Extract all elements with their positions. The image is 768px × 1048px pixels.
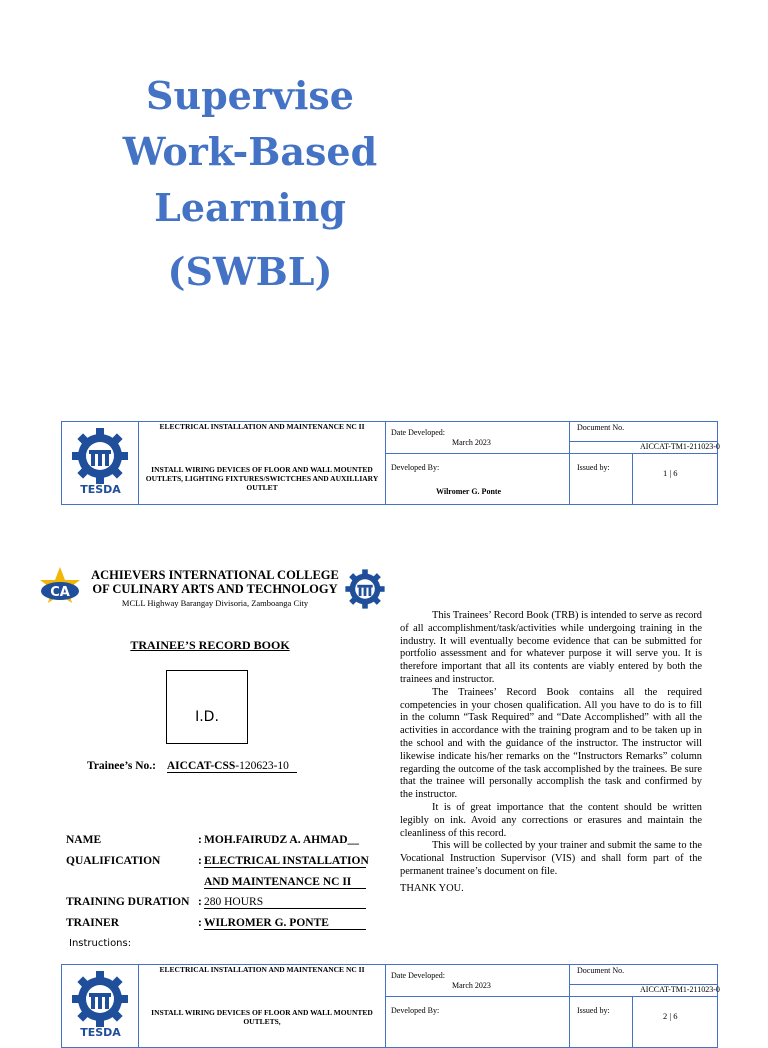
developed-by-cell [386,997,570,1047]
document-number-cell [570,965,717,985]
name-value: MOH.FAIRUDZ A. AHMAD__ [204,834,360,846]
name-colon: : [198,834,202,846]
trainer-label: TRAINER [66,917,120,929]
document-number-label: Document No. [577,966,625,975]
paragraph: It is of great importance that the content should be written legibly on ink. Avoid any corrections or erasures and maintain the cleanliness of this record. [400,801,702,839]
document-header-table [61,421,718,505]
title-line-2: Work-Based [122,129,378,174]
tesda-logo-cell [62,422,139,504]
document-title [60,68,440,300]
college-address: MCLL Highway Barangay Divisoria, Zamboanga City [121,598,309,608]
document-number-value-cell [570,442,720,454]
date-developed-value: March 2023 [452,438,491,447]
date-developed-label: Date Developed: [391,971,445,980]
issued-by-label: Issued by: [577,1006,610,1015]
date-developed-value: March 2023 [452,981,491,990]
date-developed-cell [386,422,570,454]
document-number-value-cell [570,985,720,997]
module-text: INSTALL WIRING DEVICES OF FLOOR AND WALL MOUNTED OUTLETS, [151,1008,373,1026]
instructions-body [400,610,702,896]
trainer-value: WILROMER G. PONTE [204,917,366,930]
page-number: 1 | 6 [663,468,678,478]
document-header-table-page-2 [61,964,718,1048]
tesda-small-logo-icon [344,568,386,610]
page-number: 2 | 6 [663,1011,678,1021]
paragraph: This will be collected by your trainer and submit the same to the Vocational Instruction Supervisor (VIS) and shall form part of the permanent trainee’s document on file. [400,840,702,877]
trainee-number-suffix: -120623-10 [235,760,289,772]
tesda-logo-icon [70,969,130,1029]
issued-by-cell [570,997,633,1047]
tesda-logo-text: TESDA [80,1026,121,1039]
paragraph: The Trainees’ Record Book contains all the required competencies in your chosen qualification. All you have to do is to fill in the column “Task Required” and “Date Accomplished” with all the activities in accordance with the training program and to be taken up in the school and with the guidance of the instructor. The instructor will likewise indicate his/her remarks on the “Instructors Remarks” column regarding the outcome of the task accomplished by the trainees. Be sure that the trainee will personally accomplish the task and confirmed by the instructor. [400,686,702,801]
date-developed-cell [386,965,570,997]
issued-by-cell [570,454,633,504]
training-duration-colon: : [198,896,202,908]
trainee-number-row [87,760,297,773]
trainee-number-prefix: AICCAT-CSS [166,760,236,772]
trainee-number-value [167,760,297,773]
page-number-cell [633,997,717,1047]
id-photo-box [166,670,248,744]
issued-by-label: Issued by: [577,463,610,472]
document-number-cell [570,422,717,442]
instructions-label: Instructions: [69,938,132,949]
record-book-title: TRAINEE’S RECORD BOOK [130,638,290,652]
paragraph: This Trainees’ Record Book (TRB) is intended to serve as record of all accomplishment/task/activities while undergoing training in the industry. It will eventually become evidence that can be submitted for portfolio assessment and for whatever purpose it will serve you. It is therefore important that all its contents are viably entered by both the trainees and instructor. [400,610,702,685]
tesda-logo-text: TESDA [80,483,121,496]
document-number-label: Document No. [577,423,625,432]
id-label: I.D. [195,709,219,725]
trainee-number-label: Trainee’s No.: [87,760,156,772]
developed-by-label: Developed By: [391,463,440,472]
trainer-colon: : [198,917,202,929]
title-line-1: Supervise [146,73,354,118]
qualification-colon: : [198,855,202,867]
tesda-logo-cell [62,965,139,1047]
qualification-cell [139,965,386,1047]
title-line-4: (SWBL) [167,249,333,294]
module-text: INSTALL WIRING DEVICES OF FLOOR AND WALL MOUNTED OUTLETS, LIGHTING FIXTURES/SWICTCHES AND AUXILLIARY OUTLET [145,465,379,492]
page-number-cell [633,454,717,504]
qualification-label: QUALIFICATION [66,855,161,867]
svg-text:CA: CA [50,585,70,600]
name-label: NAME [66,834,102,846]
qualification-text: ELECTRICAL INSTALLATION AND MAINTENANCE NC II [159,965,365,974]
document-number-value: AICCAT-TM1-211023-0 [640,985,720,994]
developed-by-label: Developed By: [391,1006,440,1015]
qualification-cell [139,422,386,504]
qualification-value-line-1: ELECTRICAL INSTALLATION [204,855,369,867]
college-name: ACHIEVERS INTERNATIONAL COLLEGE OF CULINARY ARTS AND TECHNOLOGY [91,568,339,596]
developed-by-value: Wilromer G. Ponte [436,487,502,496]
tesda-logo-icon [70,426,130,486]
training-duration-label: TRAINING DURATION [66,896,190,908]
document-number-value: AICCAT-TM1-211023-0 [640,442,720,451]
qualification-text: ELECTRICAL INSTALLATION AND MAINTENANCE NC II [159,422,365,431]
developed-by-cell [386,454,570,504]
qualification-value-line-2: AND MAINTENANCE NC II [204,876,366,889]
date-developed-label: Date Developed: [391,428,445,437]
thank-you-text: THANK YOU. [400,882,464,894]
title-line-3: Learning [154,185,346,230]
college-logo-icon [38,566,82,606]
training-duration-value: 280 HOURS [204,896,366,909]
